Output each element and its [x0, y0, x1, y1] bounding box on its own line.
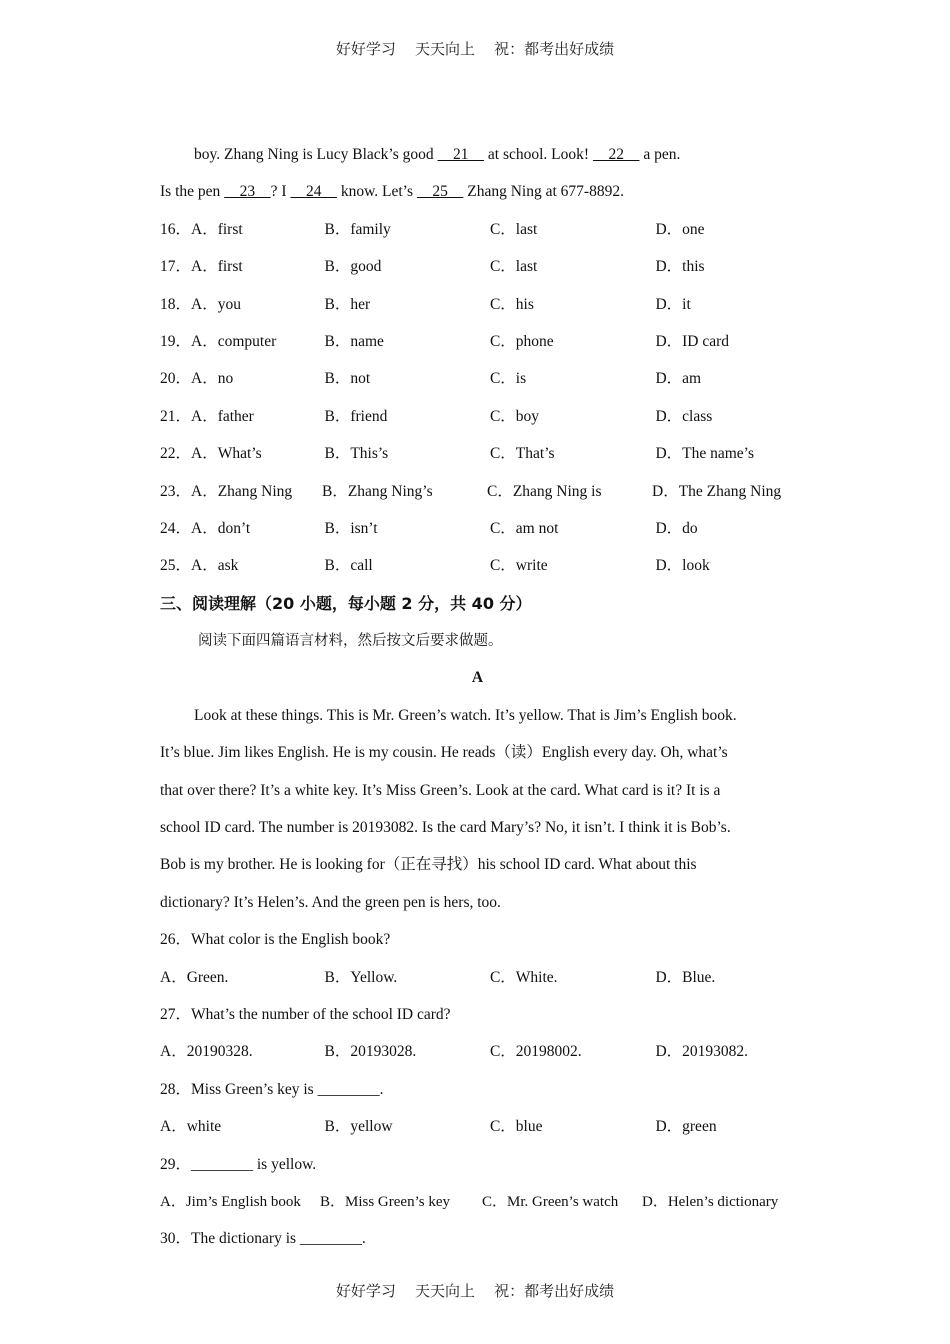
option-d: D．class [655, 407, 713, 425]
question-27-options [160, 1038, 795, 1075]
blank-23: 23 [224, 183, 271, 201]
question-number: 24． [160, 519, 192, 537]
option-c: C．write [489, 557, 548, 575]
question-20 [160, 365, 795, 402]
option-a: A．What’s [191, 445, 262, 463]
cloze-text: a pen. [639, 146, 681, 163]
passage-line: It’s blue. Jim likes English. He is my cousin. He reads（读）English every day. Oh, what’s [160, 744, 728, 762]
option-d: D．one [655, 220, 705, 238]
blank-25: 25 [416, 183, 464, 201]
question-21 [160, 403, 795, 440]
option-d: D．Helen’s dictionary [642, 1193, 779, 1210]
cloze-text: boy. Zhang Ning is Lucy Black’s good [194, 146, 438, 163]
question-26-stem: 26．What color is the English book? [160, 931, 391, 949]
option-d: D．20193082. [655, 1043, 749, 1061]
option-c: C．blue [489, 1118, 543, 1136]
question-29-options [160, 1188, 795, 1225]
question-number: 20． [160, 370, 192, 388]
option-d: D．The Zhang Ning [652, 482, 782, 500]
cloze-passage-line-2 [160, 178, 795, 215]
question-25 [160, 552, 795, 589]
option-c: C．20198002. [489, 1043, 582, 1061]
page-header: 好好学习 天天向上 祝：都考出好成绩 [335, 40, 615, 58]
cloze-text: ? I [270, 183, 291, 201]
option-b: B．family [324, 220, 391, 238]
option-a: A．Jim’s English book [160, 1193, 301, 1210]
option-c: C．last [489, 258, 538, 276]
cloze-text: at school. Look! [484, 146, 593, 163]
option-d: D．look [655, 557, 710, 575]
option-d: D．The name’s [655, 445, 755, 463]
passage-line: Look at these things. This is Mr. Green’s watch. It’s yellow. That is Jim’s English book. [194, 706, 737, 724]
option-c: C．is [489, 370, 527, 388]
option-a: A．first [191, 220, 243, 238]
question-number: 19． [160, 332, 192, 350]
option-b: B．yellow [324, 1118, 393, 1136]
question-28-options [160, 1113, 795, 1150]
option-d: D．it [655, 295, 691, 313]
option-c: C．Mr. Green’s watch [482, 1193, 619, 1210]
question-18 [160, 291, 795, 328]
page-footer: 好好学习 天天向上 祝：都考出好成绩 [335, 1282, 615, 1300]
option-a: A．Green. [160, 968, 229, 986]
option-b: B．friend [324, 407, 388, 425]
question-23 [160, 478, 795, 515]
option-b: B．not [324, 370, 371, 388]
blank-21: 21 [437, 146, 485, 163]
option-b: B．Zhang Ning’s [322, 482, 433, 500]
section-instruction: 阅读下面四篇语言材料，然后按文后要求做题。 [198, 633, 503, 650]
option-b: B．Yellow. [324, 968, 398, 986]
option-a: A．you [191, 295, 241, 313]
question-24 [160, 515, 795, 552]
option-a: A．white [160, 1118, 222, 1136]
option-b: B．her [324, 295, 371, 313]
question-number: 18． [160, 295, 192, 313]
option-d: D．green [655, 1118, 717, 1136]
option-d: D．ID card [655, 332, 730, 350]
option-a: A．first [191, 258, 243, 276]
document-body [160, 141, 795, 1263]
question-27-stem: 27．What’s the number of the school ID card? [160, 1005, 451, 1023]
option-a: A．no [191, 370, 234, 388]
option-a: A．don’t [191, 519, 251, 537]
option-b: B．Miss Green’s key [320, 1193, 450, 1210]
option-c: C．last [489, 220, 538, 238]
question-22 [160, 440, 795, 477]
cloze-passage-line-1 [160, 141, 795, 178]
question-17 [160, 253, 795, 290]
option-c: C．phone [489, 332, 554, 350]
question-19 [160, 328, 795, 365]
option-c: C．his [489, 295, 534, 313]
option-a: A．ask [191, 557, 239, 575]
option-a: A．Zhang Ning [191, 482, 293, 500]
option-c: C．am not [489, 519, 559, 537]
option-b: B．call [324, 557, 373, 575]
question-number: 23． [160, 482, 192, 500]
option-d: D．this [655, 258, 705, 276]
question-30-stem: 30．The dictionary is ________. [160, 1230, 366, 1248]
option-b: B．This’s [324, 445, 389, 463]
option-a: A．computer [191, 332, 277, 350]
question-number: 22． [160, 445, 192, 463]
option-b: B．name [324, 332, 384, 350]
question-number: 17． [160, 258, 192, 276]
question-16 [160, 216, 795, 253]
question-29-stem: 29．________ is yellow. [160, 1155, 317, 1173]
blank-22: 22 [592, 146, 640, 163]
cloze-text: Is the pen [160, 183, 225, 201]
passage-line: dictionary? It’s Helen’s. And the green pen is hers, too. [160, 893, 501, 911]
option-d: D．do [655, 519, 698, 537]
passage-line: Bob is my brother. He is looking for（正在寻找）his school ID card. What about this [160, 856, 697, 874]
passage-label: A [471, 669, 484, 687]
passage-line: school ID card. The number is 20193082. Is the card Mary’s? No, it isn’t. I think it is Bob’s. [160, 819, 731, 837]
option-a: A．father [191, 407, 254, 425]
option-d: D．Blue. [655, 968, 716, 986]
passage-line: that over there? It’s a white key. It’s Miss Green’s. Look at the card. What card is it? It is a [160, 781, 721, 799]
option-b: B．isn’t [324, 519, 378, 537]
option-b: B．good [324, 258, 382, 276]
option-c: C．boy [489, 407, 540, 425]
option-b: B．20193028. [324, 1043, 417, 1061]
question-number: 16． [160, 220, 192, 238]
cloze-text: know. Let’s [336, 183, 417, 201]
section-title: 三、阅读理解（20 小题，每小题 2 分，共 40 分） [160, 593, 532, 613]
option-d: D．am [655, 370, 702, 388]
question-26-options [160, 964, 795, 1001]
option-c: C．That’s [489, 445, 555, 463]
question-28-stem: 28．Miss Green’s key is ________. [160, 1080, 384, 1098]
blank-24: 24 [290, 183, 337, 201]
cloze-text: Zhang Ning at 677-8892. [463, 183, 624, 201]
option-c: C．Zhang Ning is [487, 482, 602, 500]
option-c: C．White. [489, 968, 558, 986]
question-number: 25． [160, 557, 192, 575]
question-number: 21． [160, 407, 192, 425]
option-a: A．20190328. [160, 1043, 253, 1061]
